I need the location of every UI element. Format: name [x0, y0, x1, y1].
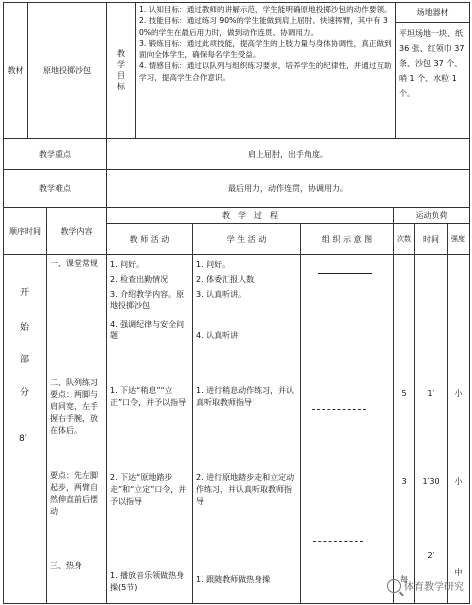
teacher-step: 3. 介绍教学内容。原地投掷沙包 [110, 290, 185, 310]
rule [447, 223, 448, 604]
section-content-line: 三、热身 [50, 561, 82, 570]
student-activity [196, 472, 298, 508]
phase-char-text: 部 [20, 355, 30, 365]
material-value-text: 原地投掷沙包 [43, 66, 91, 75]
load-count [394, 386, 414, 400]
phase-char-text: 开 [20, 288, 30, 298]
load-intensity-text: 小 [454, 388, 463, 398]
section-content-line: 要点：两脚与肩同宽，左手握右手腕，放在体后。 [50, 390, 98, 435]
watermark [387, 578, 464, 593]
rule [192, 223, 193, 604]
load-intensity-text: 小 [454, 476, 463, 486]
formation-dashed-diagram [312, 409, 366, 410]
key-points-value [107, 139, 469, 169]
student-step: 1. 跟随教师做热身操 [196, 575, 271, 584]
load-intensity [448, 474, 469, 488]
rule [414, 223, 415, 604]
col-load-text: 运动负荷 [415, 211, 448, 220]
col-load [394, 208, 469, 223]
phase-char [20, 323, 34, 337]
col-count [396, 226, 412, 252]
teacher-activity [110, 259, 190, 341]
col-teacher [107, 224, 192, 254]
col-time [415, 224, 447, 254]
load-intensity-text: 中 [454, 567, 463, 577]
col-student [193, 224, 300, 254]
col-intensity-text: 强度 [451, 235, 465, 243]
key-points-label-text: 教学重点 [39, 149, 71, 159]
rule [395, 22, 470, 23]
goals-list [139, 4, 392, 136]
load-time-text: 1′ [427, 388, 435, 398]
rule [106, 207, 107, 604]
material-label-text: 教材 [7, 66, 24, 75]
teacher-step: 4. 强调纪律与安全问题 [110, 320, 185, 340]
section-content-line: 要点：先左脚起步，两臂自然伸直前后摆动 [50, 471, 98, 516]
difficulty-value-text: 最后用力，动作连贯，协调用力。 [228, 184, 348, 193]
key-points-value-text: 肩上屈肘，出手角度。 [248, 149, 328, 159]
material-label [4, 3, 27, 138]
load-time-text: 2′ [427, 550, 435, 560]
magnifier-logo-icon [387, 579, 401, 593]
student-step: 4. 认真听讲 [196, 331, 239, 340]
rule [469, 2, 470, 604]
difficulty-label-text: 教学难点 [39, 184, 71, 193]
student-activity [196, 259, 298, 341]
difficulty-label [4, 170, 106, 207]
material-value [28, 3, 106, 138]
student-step: 2. 进行原地踏步走和立定动作练习，并认真听取教师指导 [196, 473, 295, 506]
formation-line-diagram [318, 273, 372, 274]
section-content [50, 377, 105, 437]
col-content-text: 教学内容 [60, 226, 93, 236]
goals-label [107, 3, 135, 138]
goal-affective: 4. 情感目标：通过以队列与组织练习要求，培养学生的纪律性，并通过互助学习，提高学生合作意识。 [139, 61, 392, 82]
phase-char-text: 分 [20, 388, 30, 398]
load-count-text: 5 [401, 388, 407, 398]
col-teacher-text: 教 师 活 动 [129, 234, 170, 244]
goal-cognitive: 1. 认知目标：通过教师的讲解示范，学生能明确原地投掷沙包的动作要领。 [139, 5, 392, 14]
col-count-text: 次数 [397, 235, 411, 243]
venue-label-text: 场地器材 [416, 8, 449, 17]
rule [300, 223, 301, 604]
section-content [50, 560, 105, 571]
section-content-line: 二、队列练习 [50, 378, 98, 387]
student-step: 2. 体委汇报人数 [196, 275, 255, 284]
student-activity [196, 385, 298, 409]
teacher-activity [110, 385, 190, 409]
venue-items-text: 平坦场地一块、纸 36 张、红领巾 37 条、沙包 37 个、哨 1 个、水粒 1 个。 [399, 29, 465, 98]
load-time [415, 386, 447, 400]
teacher-step: 1. 问好。 [110, 260, 145, 269]
col-content [47, 208, 106, 254]
section-content [50, 470, 105, 518]
phase-char [20, 355, 34, 369]
venue-items [399, 26, 467, 136]
rule [135, 2, 136, 138]
phase-char-text: 始 [20, 323, 30, 333]
col-order-time-text: 顺序时间 [9, 226, 41, 236]
rule [393, 207, 394, 604]
phase-char [20, 288, 34, 302]
teacher-activity [110, 570, 192, 594]
difficulty-value [107, 170, 469, 207]
phase-time [19, 434, 39, 448]
student-step: 3. 认真听讲。 [196, 290, 247, 299]
goal-skill: 2. 技能目标：通过练习 90%的学生能做到肩上屈肘、快速挥臂，其中有 30%的学生在最后用力时，做到动作连贯、协调用力。 [139, 16, 388, 37]
teacher-step: 2. 检查出勤情况 [110, 275, 169, 284]
load-time [415, 548, 447, 562]
load-count-text: 每 [400, 574, 408, 584]
goals-label-text: 教学目标 [116, 48, 126, 93]
teacher-step: 2. 下达“原地踏步走”和“立定”口令，并予以指导 [110, 473, 187, 506]
phase-time-text: 8′ [19, 434, 27, 444]
teacher-step: 1. 下达“稍息”“立正”口令，并予以指导 [110, 386, 187, 407]
load-intensity [448, 386, 469, 400]
student-step: 1. 问好。 [196, 260, 231, 269]
col-process-text: 教 学 过 程 [222, 211, 278, 220]
teacher-activity [110, 472, 190, 508]
col-process [107, 208, 393, 223]
formation-dashed-diagram [313, 541, 363, 542]
phase-char [20, 388, 34, 402]
load-time [415, 474, 447, 488]
section-content-line: 一、课堂常规 [50, 259, 98, 268]
load-intensity [448, 565, 469, 579]
watermark-text: 体育教学研究 [404, 582, 464, 593]
venue-label [396, 3, 469, 22]
key-points-label [4, 139, 106, 169]
col-order-time [6, 210, 44, 252]
rule [3, 603, 470, 604]
col-diagram-text: 组 织 示 意 图 [321, 234, 373, 244]
col-diagram [301, 224, 393, 254]
rule [3, 254, 470, 255]
section-content [50, 258, 105, 269]
col-time-text: 时间 [423, 234, 439, 244]
col-student-text: 学 生 活 动 [226, 234, 267, 244]
teacher-step: 1. 播放音乐领做热身操(5节) [110, 571, 185, 592]
load-count-text: 3 [401, 476, 407, 486]
goal-exercise: 3. 锻炼目标：通过此项技能，提高学生的上肢力量与身体协调性，真正做到面向全体学生，确保每名学生受益。 [139, 38, 392, 60]
load-time-text: 1′30 [422, 476, 440, 486]
student-step: 1. 进行稍息动作练习，并认真听取教师指导 [196, 386, 295, 407]
load-count [394, 474, 414, 488]
rule [46, 207, 47, 604]
student-activity [196, 574, 298, 586]
col-intensity [449, 226, 467, 252]
